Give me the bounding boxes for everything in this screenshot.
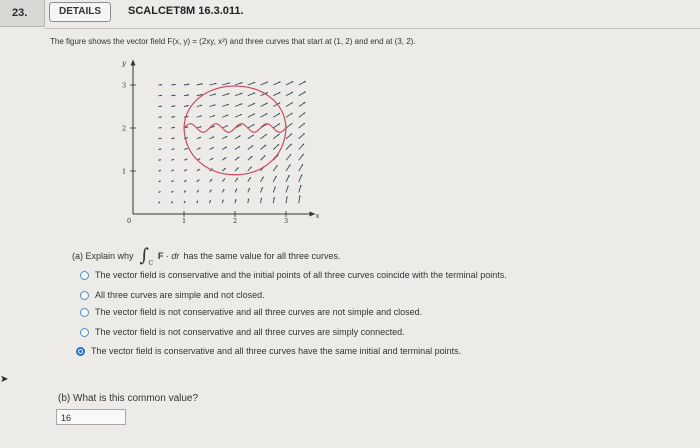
details-button[interactable]: DETAILS <box>49 2 111 22</box>
x-tick-label: 3 <box>284 217 289 225</box>
curve-upper <box>184 86 286 128</box>
part-a-prefix: (a) Explain why <box>72 251 134 261</box>
x-tick-label: 2 <box>233 217 238 225</box>
question-number: 23. <box>0 0 45 27</box>
integral-icon <box>139 245 154 267</box>
x-tick-label: 1 <box>182 217 187 225</box>
option-5-label: The vector field is conservative and all three curves have the same initial and terminal points. <box>91 346 462 356</box>
differential-text: · dr <box>163 251 180 261</box>
y-tick-label: 1 <box>122 167 127 176</box>
option-3[interactable] <box>80 307 422 317</box>
curve-lower <box>184 128 286 175</box>
field-arrowhead <box>160 95 162 97</box>
radio-button-4[interactable] <box>80 328 89 337</box>
y-axis-arrow <box>131 60 136 66</box>
radio-button-3[interactable] <box>80 308 89 317</box>
x-axis-label: x <box>315 212 320 220</box>
y-tick-label: 2 <box>122 124 127 133</box>
radio-button-2[interactable] <box>80 291 89 300</box>
option-1[interactable] <box>80 270 507 280</box>
option-5[interactable] <box>76 346 461 356</box>
curve-wavy <box>184 124 286 133</box>
field-arrowhead <box>160 105 162 107</box>
integral-symbol: ∫ <box>139 245 149 266</box>
field-arrowhead <box>160 84 162 86</box>
part-a-question <box>72 247 341 265</box>
x-tick-label: 0 <box>127 217 132 225</box>
integral-expression <box>158 251 180 261</box>
option-4[interactable] <box>80 327 405 337</box>
radio-button-5-selected[interactable] <box>76 347 85 356</box>
option-3-label: The vector field is not conservative and all three curves are not simple and closed. <box>95 307 423 317</box>
vector-field-symbol: F <box>157 251 164 261</box>
option-2-label: All three curves are simple and not closed. <box>95 290 265 300</box>
integral-subscript: C <box>148 260 154 267</box>
radio-button-1[interactable] <box>80 271 89 280</box>
plot-area <box>121 60 320 226</box>
part-a-suffix: has the same value for all three curves. <box>183 251 341 261</box>
assignment-code: SCALCET8M 16.3.011. <box>128 5 244 17</box>
option-2[interactable] <box>80 290 265 300</box>
y-tick-label: 3 <box>122 81 127 90</box>
answer-input[interactable]: 16 <box>56 409 126 425</box>
field-arrowhead <box>160 116 162 118</box>
option-1-label: The vector field is conservative and the initial points of all three curves coincide with the terminal points. <box>95 270 507 280</box>
option-4-label: The vector field is not conservative and all three curves are simply connected. <box>95 327 405 337</box>
mouse-pointer-icon: ➤ <box>0 374 9 385</box>
part-b-question: (b) What is this common value? <box>58 393 199 404</box>
y-axis-label: y <box>122 59 126 68</box>
question-prompt: The figure shows the vector field F(x, y) = (2xy, x²) and three curves that start at (1, 2) and end at (3, 2). <box>50 37 416 46</box>
